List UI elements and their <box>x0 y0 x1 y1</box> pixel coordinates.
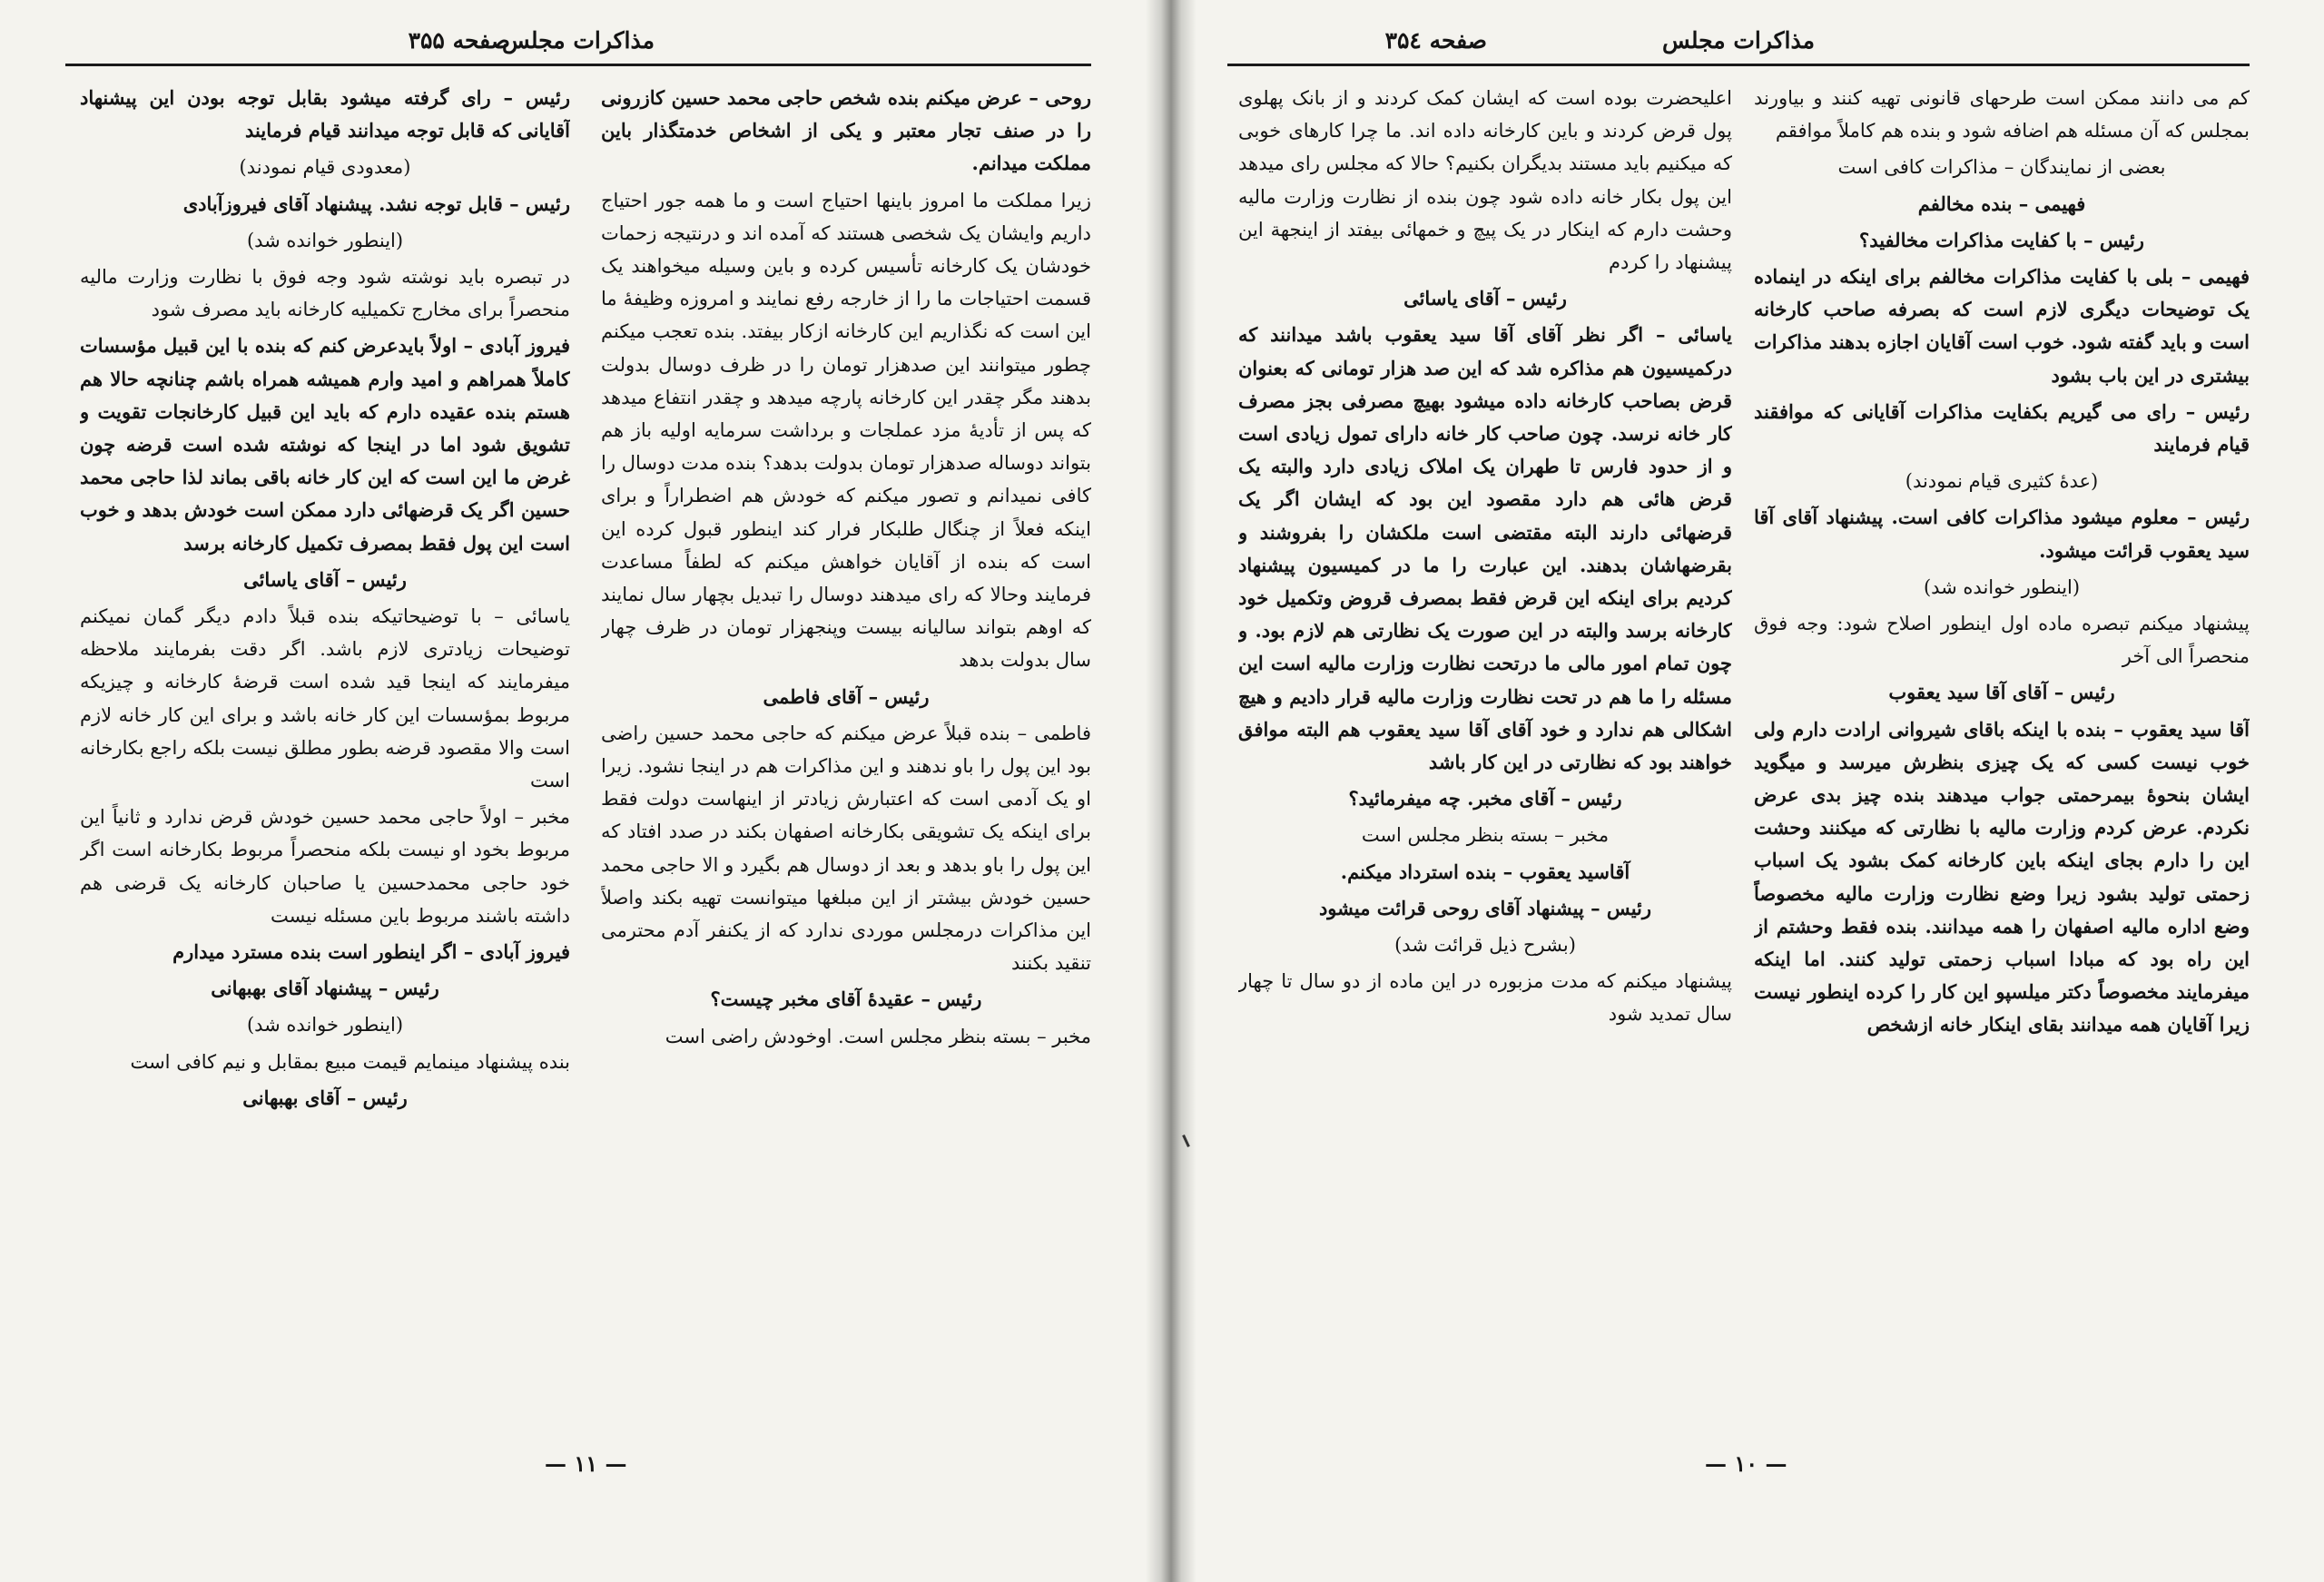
paragraph: رئیس – رای گرفته میشود بقابل توجه بودن این پیشنهاد آقایانی که قابل توجه میدانند قیام فرمایند <box>80 86 570 142</box>
paragraph: آقا سید یعقوب – بنده با اینکه باقای شیروانی ارادت دارم ولی خوب نیست کسی که یک چیزی بنظرش میرسد و میگوید ایشان بنحوهٔ بیمرحمتی جواب میدهند بنده چیز بدی عرض نکردم. عرض کردم وزارت مالیه با نظارتی که میکنند وحشت این را دارم بجای اینکه باین کارخانه کمک بشود یک اسباب زحمتی تولید بشود زیرا وضع نظارت وزارت مالیه مخصوصاً وضع اداره مالیه اصفهان را همه میدانند. بنده فقط وحشتم از این راه بود که مبادا اسباب زحمتی تولید کنند. اما اینکه میفرمایند مخصوصاً دکتر میلسپو این کار را کرده اینطور نیست زیرا آقایان همه میدانند بقای اینکار خانه ازشخص <box>1754 717 2250 1037</box>
paragraph: (معدودی قیام نمودند) <box>239 156 411 179</box>
right-page-column-right <box>1754 82 2250 1443</box>
paragraph: کم می دانند ممکن است طرحهای قانونی تهیه کنند و بیاورند بمجلس که آن مسئله هم اضافه شود و بنده هم کاملاً موافقم <box>1754 87 2250 142</box>
left-header-title: مذاکرات مجلس <box>501 27 655 54</box>
left-page-header <box>65 27 1091 65</box>
paragraph: پیشنهاد میکنم که مدت مزبوره در این ماده از دو سال تا چهار سال تمدید شود <box>1238 970 1732 1026</box>
paragraph: فیروز آبادی – اولاً بایدعرض کنم که بنده با این قبیل مؤسسات کاملاً همراهم و امید وارم همیشه همراه باشم چنانچه حالا هم هستم بنده عقیده دارم که باید این قبیل کارخانجات تقویت و تشویق شود اما در اینجا که نوشته شده است قرضه چون غرض ما این است که این کار خانه باقی بماند لذا حاجی محمد حسین اگر یک قرضهائی دارد ممکن است خودش بدهد و خوب است این پول فقط بمصرف تکمیل کارخانه برسد <box>80 334 570 555</box>
paragraph: رئیس – آقای یاسائی <box>1403 287 1567 310</box>
paragraph: پیشنهاد میکنم تبصره ماده اول اینطور اصلاح شود: وجه فوق منحصراً الی آخر <box>1754 613 2250 668</box>
paragraph: آقاسید یعقوب – بنده استرداد میکنم. <box>1340 860 1630 883</box>
right-page-header <box>1227 27 2250 65</box>
paragraph: بنده پیشنهاد مینمایم قیمت مبیع بمقابل و نیم کافی است <box>130 1050 570 1073</box>
paragraph: رئیس – پیشنهاد آقای بهبهانی <box>211 977 439 1000</box>
paragraph: رئیس – قابل توجه نشد. پیشنهاد آقای فیروزآبادی <box>182 192 570 215</box>
paragraph: (اینطور خوانده شد) <box>246 229 404 251</box>
paragraph: رئیس – عقیدهٔ آقای مخبر چیست؟ <box>710 988 982 1011</box>
paragraph: رئیس – آقای بهبهانی <box>242 1086 408 1109</box>
paragraph: زیرا مملکت ما امروز باینها احتیاج است و ما همه جور احتیاج داریم وایشان یک شخصی هستند که آمده اند و درنتیجه زحمات خودشان یک کارخانه تأسیس کرده و باین وسیله میخواهند یک قسمت احتیاجات ما را از خارجه رفع نمایند و امروزه وظیفهٔ ما این است که نگذاریم این کارخانه ازکار بیفتد. بنده تعجب میکنم چطور میتوانند این صدهزار تومان را در ظرف دوسال بدولت بدهند مگر چقدر این کارخانه پارچه میدهد و چقدر انتفاع میدهد که پس از تأدیهٔ مزد عملجات و برداشت سرمایه اولیه باز هم بتواند دوساله صدهزار تومان بدولت بدهد؟ بنده مدت دوسال را کافی نمیدانم و تصور میکنم که خودش هم اضطراراً و برای اینکه فعلاً از چنگال طلبکار فرار کند اینطور قبول کرده این است که بنده از آقایان خواهش میکنم که لطفاً مساعدت فرمایند وحالا که رای میدهند دوسال را تبدیل بچهار سال نمایند که اوهم بتواند سالیانه بیست وپنجهزار تومان در ظرف چهار سال بدولت بدهد <box>601 189 1091 672</box>
paragraph: رئیس – آقای فاطمی <box>763 684 930 708</box>
paragraph: (اینطور خوانده شد) <box>246 1014 404 1037</box>
paragraph: روحی – عرض میکنم بنده شخص حاجی محمد حسین کازرونی را در صنف تجار معتبر و یکی از اشخاص خدمتگذار باین مملکت میدانم. <box>601 86 1091 175</box>
left-page-column-right <box>601 82 1091 1443</box>
paragraph: رئیس – پیشنهاد آقای روحی قرائت میشود <box>1318 896 1652 919</box>
paragraph: در تبصره باید نوشته شود وجه فوق با نظارت وزارت مالیه منحصراً برای مخارج تکمیلیه کارخانه باید مصرف شود <box>80 266 570 321</box>
left-header-page-label: صفحه ۳۵۵ <box>408 27 510 54</box>
paragraph: رئیس – معلوم میشود مذاکرات کافی است. پیشنهاد آقای آقا سید یعقوب قرائت میشود. <box>1754 506 2250 562</box>
right-page-folio: — ۱۰ — <box>1705 1450 1787 1477</box>
right-header-rule <box>1227 64 2250 66</box>
paragraph: مخبر – بسته بنظر مجلس است <box>1361 824 1610 847</box>
paragraph: فیروز آبادی – اگر اینطور است بنده مسترد میدارم <box>172 940 570 964</box>
left-page <box>0 0 1146 1582</box>
paragraph: رئیس – آقای یاسائی <box>243 567 407 591</box>
paragraph: یاسائی – اگر نظر آقای آقا سید یعقوب باشد میدانند که درکمیسیون هم مذاکره شد که این صد هزار تومانی که بعنوان قرض بصاحب کارخانه داده میشود بهیچ مصرفی بجز مصرف کار خانه نرسد. چون صاحب کار خانه دارای تمول زیادی است و از حدود فارس تا طهران یک املاک زیادی دارد والبته یک قرض هائی هم دارد مقصود این بود که ایشان اگر یک قرضهائی دارند البته مقتضی است ملکشان را بفروشند و بقرضهاشان بدهند. این عبارت را ما در کمیسیون پیشنهاد کردیم برای اینکه این قرض فقط بمصرف قروض وتکمیل خود کارخانه برسد والبته در این صورت یک نظارتی هم لازم بود. و چون تمام امور مالی ما درتحت نظارت وزارت مالیه است این مسئله را ما هم در تحت نظارت وزارت مالیه قرار دادیم و هیچ اشکالی هم ندارد و خود آقای آقا سید یعقوب هم البته موافق خواهند بود که نظارتی در این کار باشد <box>1238 323 1732 774</box>
right-page-column-left <box>1238 82 1732 1443</box>
right-header-title: مذاکرات مجلس <box>1661 27 1816 54</box>
paragraph: یاسائی – با توضیحاتیکه بنده قبلاً دادم دیگر گمان نمیکنم توضیحات زیادتری لازم باشد. اگر دقت بفرمایند ملاحظه میفرمایند که اینجا قید شده است قرضهٔ کارخانه و چیزیکه مربوط بمؤسسات این کار خانه باشد و برای این کار خانه لازم است والا مقصود قرضه بطور مطلق نیست بلکه راجع بکارخانه است <box>80 605 570 792</box>
right-header-page-label: صفحه ۳۵٤ <box>1384 27 1487 54</box>
paragraph: (اینطور خوانده شد) <box>1923 575 2081 598</box>
paragraph: فاطمی – بنده قبلاً عرض میکنم که حاجی محمد حسین راضی بود این پول را باو ندهند و این مذاکرات هم در اینجا نشود. زیرا او یک آدمی است که اعتبارش زیادتر از اینهاست دولت فقط برای اینکه یک تشویقی بکارخانه اصفهان بکند در صدد افتاد که این پول را باو بدهد و بعد از دوسال هم بگیرد و الا حاجی محمد حسین خودش بیشتر از این مبلغها میتوانست تهیه بکند واصلاً این مذاکرات درمجلس موردی ندارد که از یکنفر آدم محترمی تنقید بکنند <box>601 722 1091 975</box>
paragraph: رئیس – رای می گیریم بکفایت مذاکرات آقایانی که موافقند قیام فرمایند <box>1754 399 2250 457</box>
paragraph: مخبر – اولاً حاجی محمد حسین خودش قرض ندارد و ثانیاً این مربوط بخود او نیست بلکه منحصراً مربوط بکارخانه است اگر خود حاجی محمدحسین یا صاحبان کارخانه یک قرضی هم داشته باشند مربوط باین مسئله نیست <box>80 806 570 927</box>
paragraph: رئیس – آقای مخبر. چه میفرمائید؟ <box>1348 787 1622 811</box>
paragraph: (عدهٔ کثیری قیام نمودند) <box>1905 470 2099 493</box>
paragraph: (بشرح ذیل قرائت شد) <box>1394 934 1576 957</box>
paragraph: رئیس – آقای آقا سید یعقوب <box>1888 681 2115 704</box>
paragraph: بعضی از نمایندگان – مذاکرات کافی است <box>1837 156 2166 179</box>
paragraph: فهیمی – بنده مخالفم <box>1917 192 2086 215</box>
left-page-folio: — ۱۱ — <box>545 1450 627 1477</box>
paragraph: فهیمی – بلی با کفایت مذاکرات مخالفم برای اینکه در اینماده یک توضیحات دیگری لازم است که بصرفه صاحب کارخانه است و باید گفته شود. خوب است آقایان اجازه بدهند مذاکرات بیشتری در این باب بشود <box>1754 265 2250 387</box>
paragraph: مخبر – بسته بنظر مجلس است. اوخودش راضی است <box>665 1025 1091 1047</box>
left-page-column-left <box>80 82 570 1443</box>
paragraph: اعلیحضرت بوده است که ایشان کمک کردند و از بانک پهلوی پول قرض کردند و باین کارخانه داده اند. ما چرا کارهای خوبی که میکنیم باید مستند بدیگران بکنیم؟ حالا که مجلس رای میدهد این پول بکار خانه داده شود چون بنده از نظارت وزارت مالیه وحشت دارم که اینکار در یک پیچ و خمهائی بیفتد از اینجهة این پیشنهاد را کردم <box>1238 87 1732 274</box>
left-header-rule <box>65 64 1091 66</box>
paragraph: رئیس – با کفایت مذاکرات مخالفید؟ <box>1859 228 2144 251</box>
right-page <box>1196 0 2324 1582</box>
book-gutter <box>1146 0 1196 1582</box>
